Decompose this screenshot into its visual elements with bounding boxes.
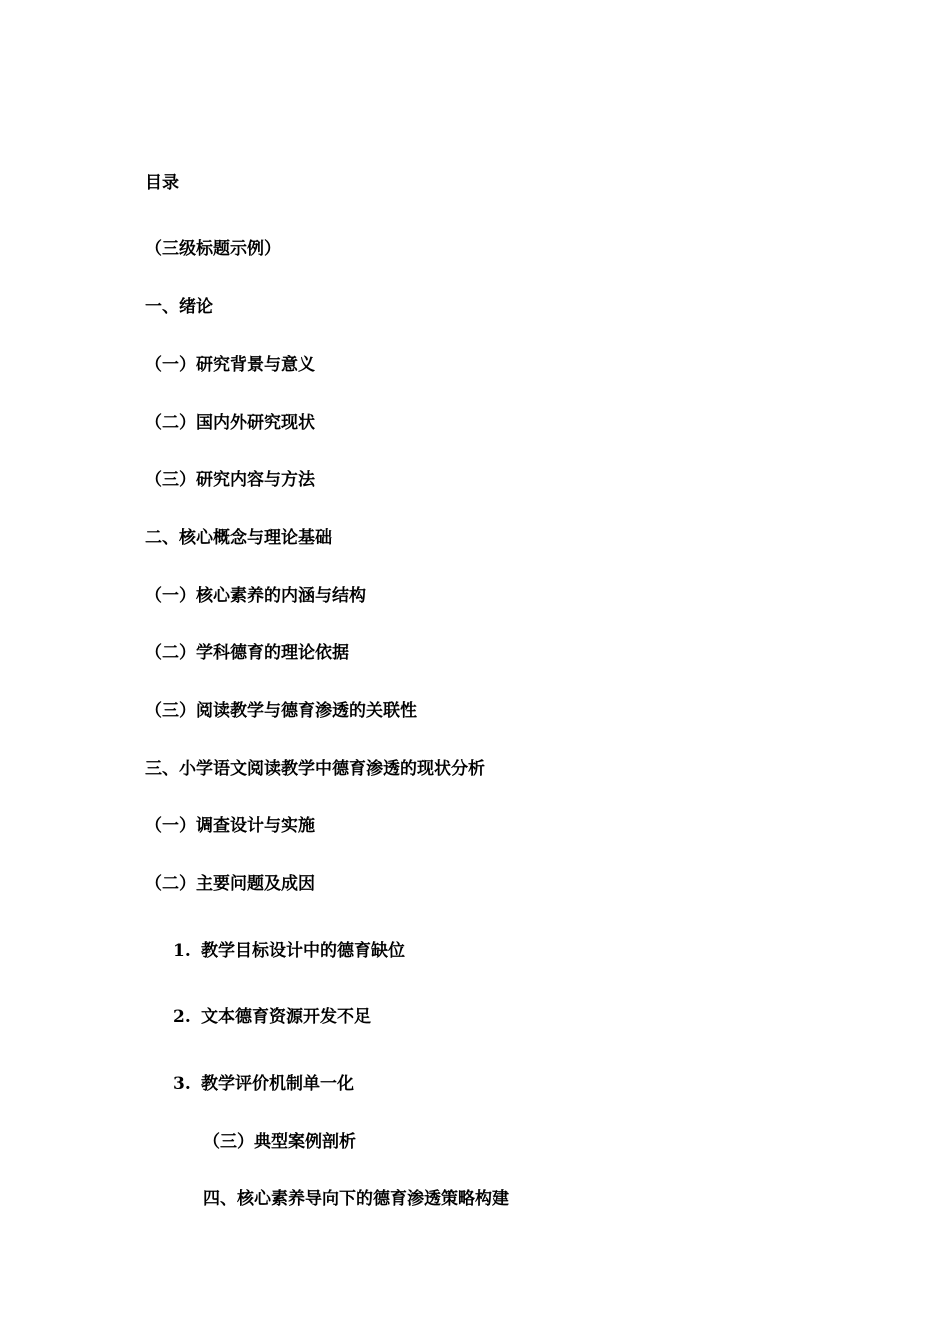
toc-entry-level3 — [173, 941, 405, 961]
toc-entry-level1: 一、绪论 — [145, 297, 213, 317]
toc-entry-level1: 三、小学语文阅读教学中德育渗透的现状分析 — [145, 759, 485, 779]
toc-entry-level2: （一）调查设计与实施 — [145, 816, 315, 836]
toc-title: 目录 — [145, 173, 179, 193]
toc-entry-level2: （二）学科德育的理论依据 — [145, 643, 349, 663]
toc-note: （三级标题示例） — [145, 239, 281, 259]
toc-entry-level2: （二）主要问题及成因 — [145, 874, 315, 894]
toc-entry-level1: 四、核心素养导向下的德育渗透策略构建 — [203, 1189, 509, 1209]
toc-entry-number: 2. — [173, 1007, 191, 1027]
toc-entry-level2: （一）研究背景与意义 — [145, 355, 315, 375]
toc-entry-level3 — [173, 1007, 371, 1027]
toc-entry-number: 3. — [173, 1074, 191, 1094]
toc-entry-text: 文本德育资源开发不足 — [201, 1007, 371, 1027]
toc-entry-level2: （三）研究内容与方法 — [145, 470, 315, 490]
toc-entry-level3 — [173, 1074, 354, 1094]
toc-entry-level2: （三）阅读教学与德育渗透的关联性 — [145, 701, 417, 721]
toc-entry-text: 教学目标设计中的德育缺位 — [201, 941, 405, 961]
toc-entry-level2: （一）核心素养的内涵与结构 — [145, 586, 366, 606]
toc-entry-level1: 二、核心概念与理论基础 — [145, 528, 332, 548]
toc-entry-text: 教学评价机制单一化 — [201, 1074, 354, 1094]
toc-entry-number: 1. — [173, 941, 191, 961]
toc-entry-level2: （二）国内外研究现状 — [145, 413, 315, 433]
toc-entry-level2: （三）典型案例剖析 — [203, 1132, 356, 1152]
